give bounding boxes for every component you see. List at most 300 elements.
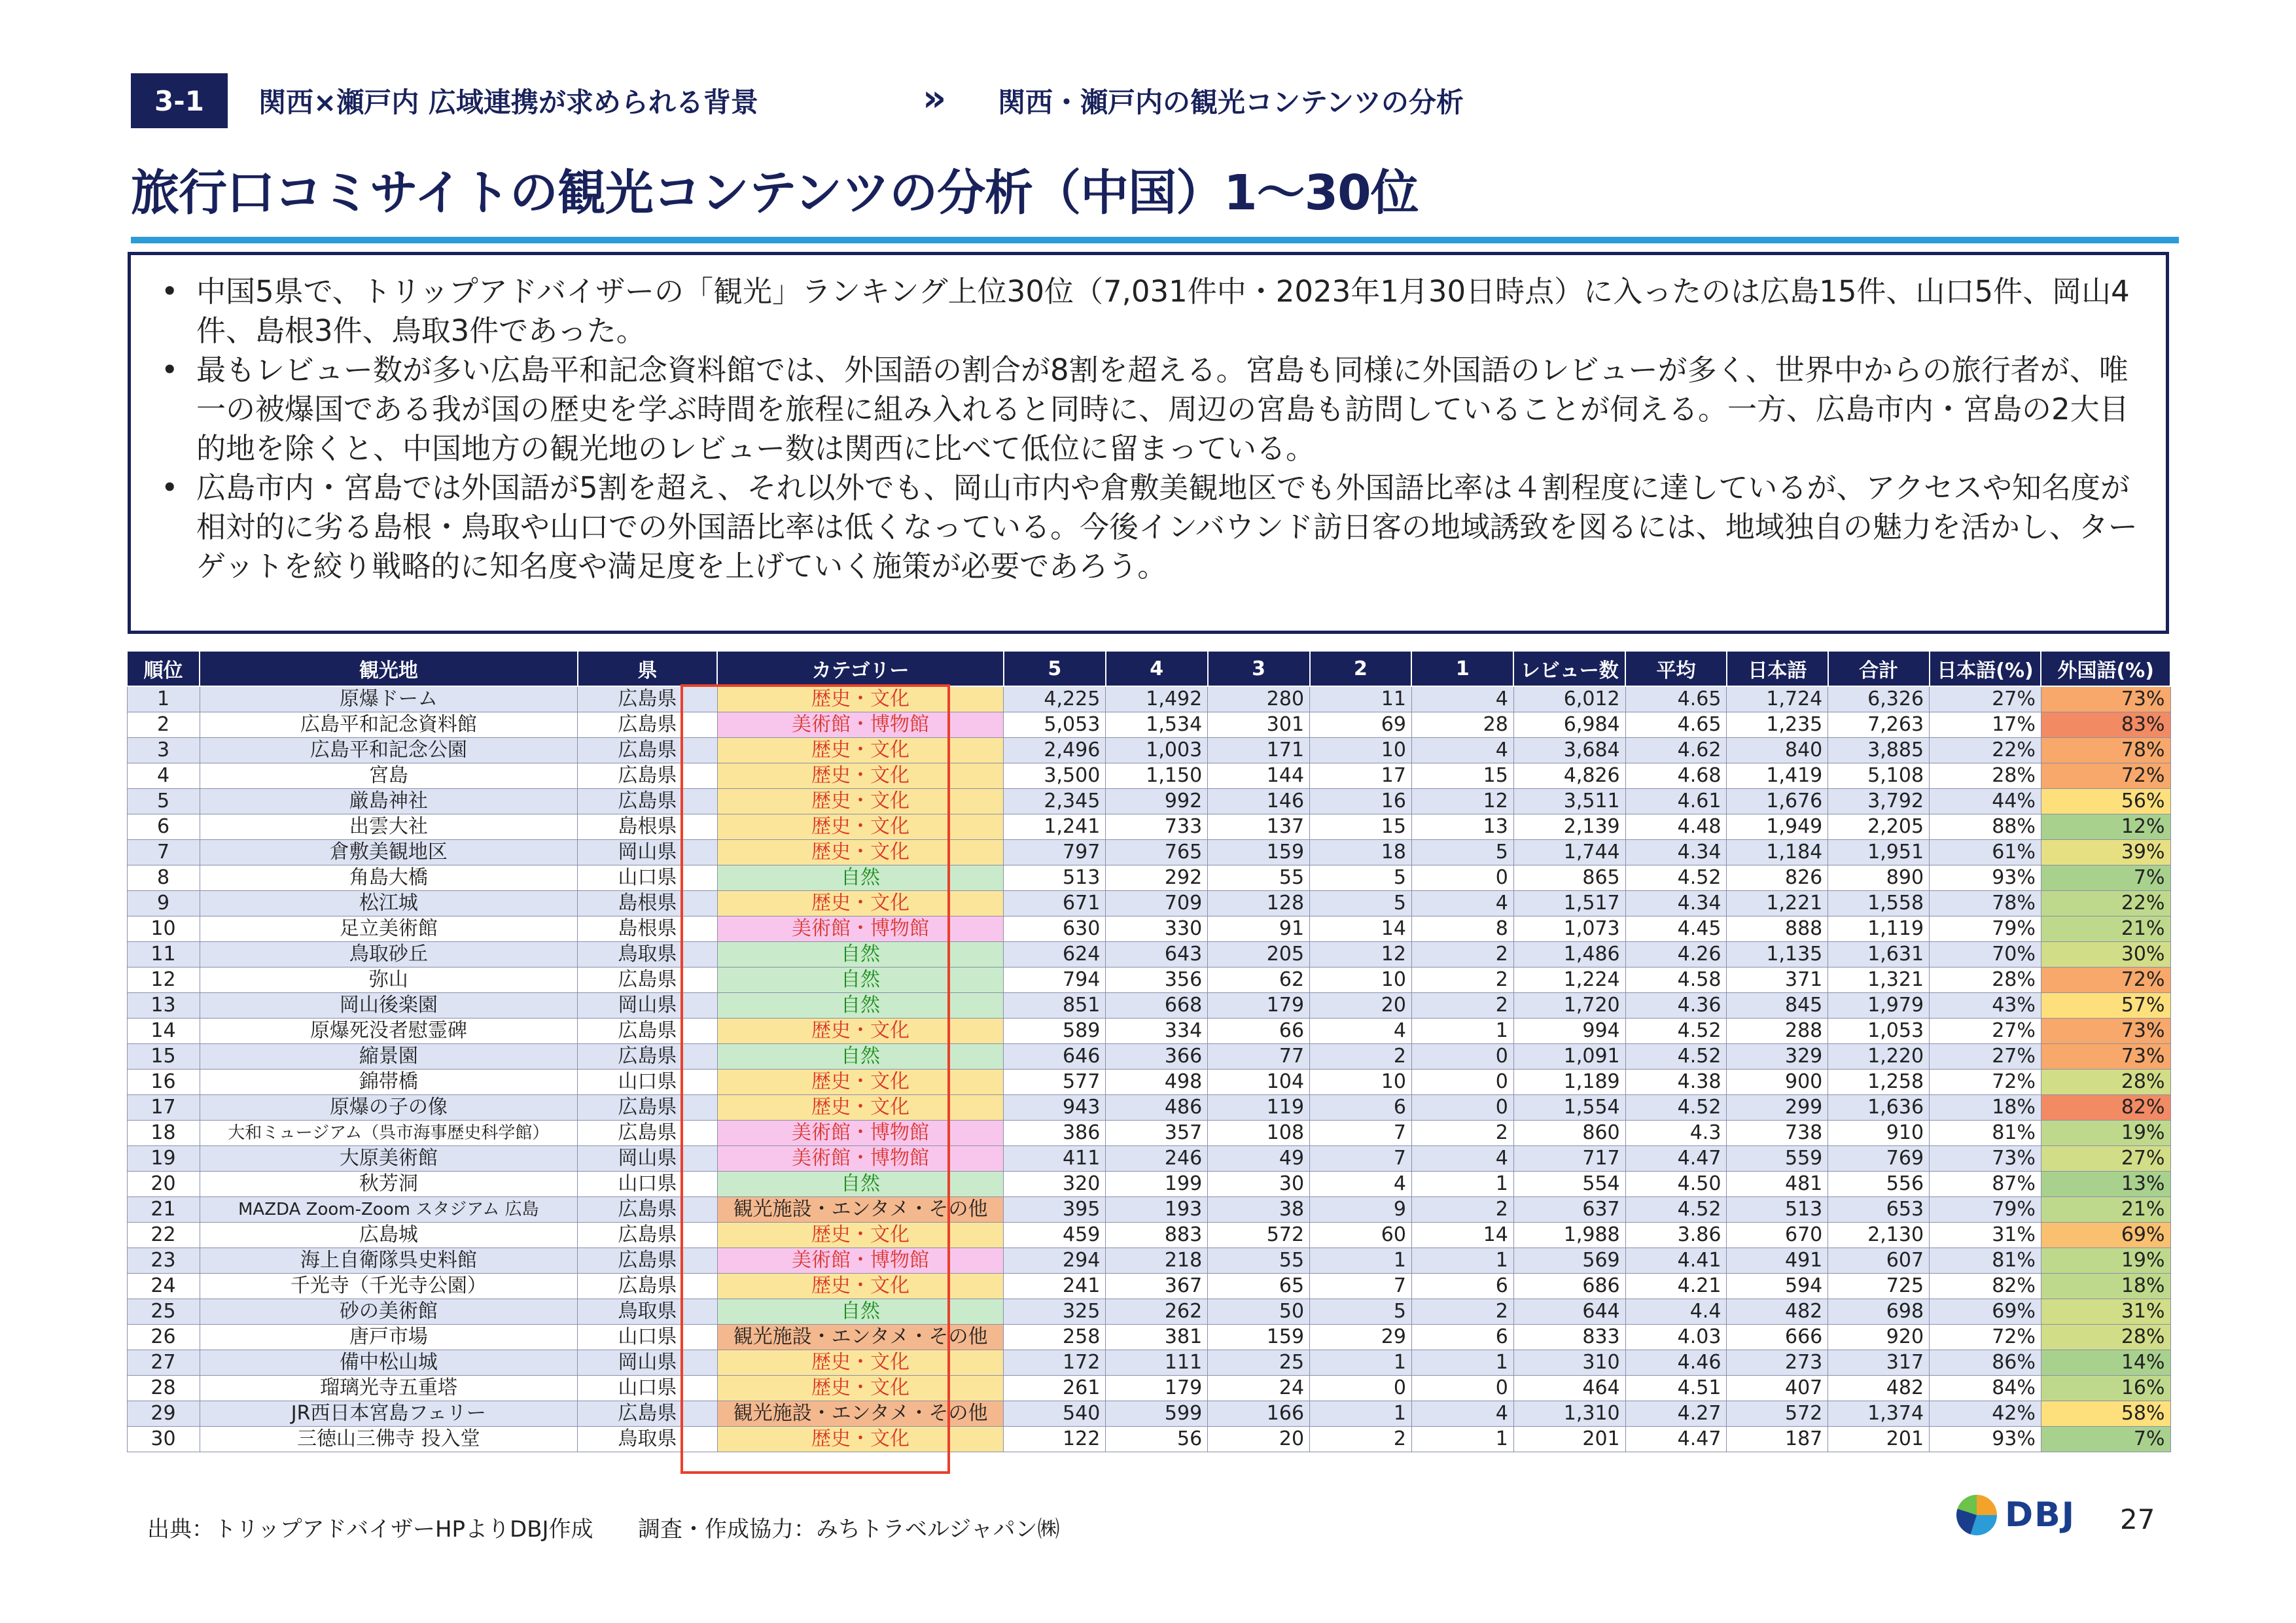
table-cell: 769 [1828, 1146, 1930, 1172]
table-header-cell: 日本語 [1727, 651, 1828, 686]
table-cell: 179 [1106, 1376, 1208, 1401]
spot-name-cell: 岡山後楽園 [200, 993, 578, 1019]
table-cell: 4.27 [1625, 1401, 1727, 1427]
table-cell: 88% [1930, 814, 2041, 840]
table-cell: 144 [1208, 763, 1310, 789]
foreign-ratio-cell: 78% [2041, 738, 2170, 763]
table-cell: 4.26 [1625, 942, 1727, 968]
table-row [127, 1070, 2170, 1095]
table-header-cell: 外国語(%) [2041, 651, 2170, 686]
table-cell: 69% [1930, 1299, 2041, 1325]
prefecture-cell: 島根県 [578, 891, 718, 916]
table-cell: 1,951 [1828, 840, 1930, 865]
rank-cell: 20 [127, 1172, 200, 1197]
table-cell: 624 [1004, 942, 1106, 968]
table-cell: 860 [1513, 1121, 1625, 1146]
chevron-right-icon: » [923, 77, 947, 120]
category-cell: 自然 [717, 865, 1004, 891]
table-cell: 159 [1208, 1325, 1310, 1350]
prefecture-cell: 広島県 [578, 968, 718, 993]
table-cell: 1 [1411, 1427, 1513, 1452]
table-cell: 10 [1310, 968, 1412, 993]
table-cell: 6,012 [1513, 686, 1625, 712]
table-cell: 1,949 [1727, 814, 1828, 840]
table-cell: 1,988 [1513, 1223, 1625, 1248]
table-cell: 411 [1004, 1146, 1106, 1172]
foreign-ratio-cell: 21% [2041, 1197, 2170, 1223]
table-cell: 4 [1411, 738, 1513, 763]
prefecture-cell: 山口県 [578, 865, 718, 891]
table-cell: 3,792 [1828, 789, 1930, 814]
table-cell: 4.52 [1625, 865, 1727, 891]
table-header-cell: 日本語(%) [1930, 651, 2041, 686]
table-cell: 572 [1727, 1401, 1828, 1427]
table-cell: 73% [1930, 1146, 2041, 1172]
foreign-ratio-cell: 18% [2041, 1274, 2170, 1299]
category-cell: 歴史・文化 [717, 814, 1004, 840]
table-cell: 3,511 [1513, 789, 1625, 814]
table-cell: 5,108 [1828, 763, 1930, 789]
table-cell: 30 [1208, 1172, 1310, 1197]
table-cell: 2 [1411, 1299, 1513, 1325]
table-cell: 38 [1208, 1197, 1310, 1223]
table-cell: 7 [1310, 1146, 1412, 1172]
prefecture-cell: 岡山県 [578, 993, 718, 1019]
table-cell: 5,053 [1004, 712, 1106, 738]
table-cell: 572 [1208, 1223, 1310, 1248]
prefecture-cell: 岡山県 [578, 1146, 718, 1172]
table-cell: 201 [1828, 1427, 1930, 1452]
table-cell: 1,486 [1513, 942, 1625, 968]
table-cell: 146 [1208, 789, 1310, 814]
spot-name-cell: 海上自衛隊呉史料館 [200, 1248, 578, 1274]
table-cell: 27% [1930, 686, 2041, 712]
table-cell: 481 [1727, 1172, 1828, 1197]
dbj-logo-icon [1956, 1495, 1997, 1535]
table-header-cell: 2 [1310, 651, 1412, 686]
table-cell: 851 [1004, 993, 1106, 1019]
table-cell: 299 [1727, 1095, 1828, 1121]
table-cell: 1 [1310, 1248, 1412, 1274]
table-cell: 698 [1828, 1299, 1930, 1325]
table-cell: 6 [1411, 1274, 1513, 1299]
spot-name-cell: 千光寺（千光寺公園） [200, 1274, 578, 1299]
table-cell: 7,263 [1828, 712, 1930, 738]
table-cell: 4.4 [1625, 1299, 1727, 1325]
table-cell: 1,119 [1828, 916, 1930, 942]
table-cell: 93% [1930, 865, 2041, 891]
subsection-title: 関西・瀬戸内の観光コンテンツの分析 [998, 86, 1464, 118]
spot-name-cell: 鳥取砂丘 [200, 942, 578, 968]
rank-cell: 8 [127, 865, 200, 891]
prefecture-cell: 広島県 [578, 686, 718, 712]
table-header-cell: 5 [1004, 651, 1106, 686]
table-header-cell: 4 [1106, 651, 1208, 686]
table-row [127, 1146, 2170, 1172]
table-cell: 1,631 [1828, 942, 1930, 968]
table-row [127, 1325, 2170, 1350]
rank-cell: 24 [127, 1274, 200, 1299]
table-header-cell: 観光地 [200, 651, 578, 686]
table-cell: 1,310 [1513, 1401, 1625, 1427]
table-row [127, 1274, 2170, 1299]
spot-name-cell: 原爆の子の像 [200, 1095, 578, 1121]
table-cell: 28% [1930, 763, 2041, 789]
category-cell: 歴史・文化 [717, 1223, 1004, 1248]
table-cell: 27% [1930, 1044, 2041, 1070]
table-row [127, 865, 2170, 891]
foreign-ratio-cell: 30% [2041, 942, 2170, 968]
table-cell: 0 [1411, 1376, 1513, 1401]
rank-cell: 6 [127, 814, 200, 840]
rank-cell: 23 [127, 1248, 200, 1274]
table-cell: 4 [1411, 891, 1513, 916]
table-cell: 6,326 [1828, 686, 1930, 712]
table-cell: 2,205 [1828, 814, 1930, 840]
category-cell: 美術館・博物館 [717, 1248, 1004, 1274]
table-cell: 491 [1727, 1248, 1828, 1274]
prefecture-cell: 鳥取県 [578, 1299, 718, 1325]
table-cell: 86% [1930, 1350, 2041, 1376]
rank-cell: 14 [127, 1019, 200, 1044]
table-cell: 5 [1310, 1299, 1412, 1325]
category-cell: 歴史・文化 [717, 891, 1004, 916]
prefecture-cell: 広島県 [578, 1223, 718, 1248]
category-cell: 自然 [717, 968, 1004, 993]
table-row [127, 814, 2170, 840]
table-cell: 994 [1513, 1019, 1625, 1044]
table-cell: 0 [1411, 1070, 1513, 1095]
table-cell: 42% [1930, 1401, 2041, 1427]
table-cell: 840 [1727, 738, 1828, 763]
table-cell: 3.86 [1625, 1223, 1727, 1248]
table-cell: 81% [1930, 1248, 2041, 1274]
table-cell: 6 [1411, 1325, 1513, 1350]
table-cell: 1,053 [1828, 1019, 1930, 1044]
table-cell: 1 [1411, 1350, 1513, 1376]
table-cell: 31% [1930, 1223, 2041, 1248]
table-cell: 15 [1310, 814, 1412, 840]
table-cell: 607 [1828, 1248, 1930, 1274]
table-cell: 7 [1310, 1274, 1412, 1299]
table-cell: 4 [1310, 1019, 1412, 1044]
table-row [127, 1427, 2170, 1452]
table-cell: 1,724 [1727, 686, 1828, 712]
foreign-ratio-cell: 28% [2041, 1325, 2170, 1350]
category-cell: 歴史・文化 [717, 1427, 1004, 1452]
table-cell: 4.45 [1625, 916, 1727, 942]
table-cell: 28 [1411, 712, 1513, 738]
prefecture-cell: 広島県 [578, 1401, 718, 1427]
spot-name-cell: 倉敷美観地区 [200, 840, 578, 865]
spot-name-cell: 秋芳洞 [200, 1172, 578, 1197]
table-cell: 218 [1106, 1248, 1208, 1274]
page-title: 旅行口コミサイトの観光コンテンツの分析（中国）1～30位 [131, 165, 1419, 221]
table-cell: 199 [1106, 1172, 1208, 1197]
table-cell: 357 [1106, 1121, 1208, 1146]
table-cell: 108 [1208, 1121, 1310, 1146]
table-cell: 4.34 [1625, 840, 1727, 865]
table-cell: 371 [1727, 968, 1828, 993]
table-cell: 4.34 [1625, 891, 1727, 916]
table-cell: 25 [1208, 1350, 1310, 1376]
table-row [127, 968, 2170, 993]
table-cell: 4.46 [1625, 1350, 1727, 1376]
spot-name-cell: 弥山 [200, 968, 578, 993]
table-cell: 3,500 [1004, 763, 1106, 789]
foreign-ratio-cell: 7% [2041, 865, 2170, 891]
table-cell: 1 [1411, 1019, 1513, 1044]
table-cell: 1,374 [1828, 1401, 1930, 1427]
table-cell: 709 [1106, 891, 1208, 916]
rank-cell: 7 [127, 840, 200, 865]
table-cell: 20 [1310, 993, 1412, 1019]
table-cell: 2 [1411, 968, 1513, 993]
rank-cell: 30 [127, 1427, 200, 1452]
prefecture-cell: 広島県 [578, 1121, 718, 1146]
table-row [127, 1223, 2170, 1248]
prefecture-cell: 山口県 [578, 1172, 718, 1197]
spot-name-cell: 大和ミュージアム（呉市海事歴史科学館） [200, 1121, 578, 1146]
table-cell: 4.52 [1625, 1197, 1727, 1223]
table-cell: 459 [1004, 1223, 1106, 1248]
table-cell: 3,684 [1513, 738, 1625, 763]
table-cell: 637 [1513, 1197, 1625, 1223]
rank-cell: 22 [127, 1223, 200, 1248]
table-cell: 2,345 [1004, 789, 1106, 814]
table-cell: 4.03 [1625, 1325, 1727, 1350]
table-cell: 24 [1208, 1376, 1310, 1401]
rank-cell: 27 [127, 1350, 200, 1376]
table-cell: 2 [1411, 942, 1513, 968]
table-cell: 717 [1513, 1146, 1625, 1172]
category-cell: 歴史・文化 [717, 738, 1004, 763]
table-cell: 366 [1106, 1044, 1208, 1070]
rank-cell: 10 [127, 916, 200, 942]
table-cell: 187 [1727, 1427, 1828, 1452]
table-cell: 367 [1106, 1274, 1208, 1299]
table-cell: 738 [1727, 1121, 1828, 1146]
table-row [127, 942, 2170, 968]
table-cell: 104 [1208, 1070, 1310, 1095]
table-cell: 395 [1004, 1197, 1106, 1223]
table-cell: 1,979 [1828, 993, 1930, 1019]
table-cell: 61% [1930, 840, 2041, 865]
table-cell: 1 [1310, 1401, 1412, 1427]
table-cell: 1 [1411, 1172, 1513, 1197]
rank-cell: 13 [127, 993, 200, 1019]
table-cell: 666 [1727, 1325, 1828, 1350]
prefecture-cell: 岡山県 [578, 840, 718, 865]
table-cell: 668 [1106, 993, 1208, 1019]
category-cell: 歴史・文化 [717, 1350, 1004, 1376]
table-cell: 193 [1106, 1197, 1208, 1223]
collaboration-note: 調査・作成協力：みちトラベルジャパン㈱ [638, 1516, 1060, 1543]
spot-name-cell: JR西日本宮島フェリー [200, 1401, 578, 1427]
table-cell: 10 [1310, 738, 1412, 763]
table-cell: 29 [1310, 1325, 1412, 1350]
table-header-row [127, 651, 2170, 686]
table-cell: 17 [1310, 763, 1412, 789]
summary-box [128, 252, 2169, 634]
table-cell: 179 [1208, 993, 1310, 1019]
table-cell: 943 [1004, 1095, 1106, 1121]
summary-bullet-1: • 中国5県で、トリップアドバイザーの「観光」ランキング上位30位（7,031件中・2023年1月30日時点）に入ったのは広島15件、山口5件、岡山4件、島根3件、鳥取3件であった。 [150, 272, 2140, 351]
table-row [127, 993, 2170, 1019]
table-cell: 55 [1208, 1248, 1310, 1274]
table-cell: 65 [1208, 1274, 1310, 1299]
foreign-ratio-cell: 58% [2041, 1401, 2170, 1427]
table-cell: 4.48 [1625, 814, 1727, 840]
table-cell: 0 [1411, 1044, 1513, 1070]
table-cell: 122 [1004, 1427, 1106, 1452]
table-cell: 883 [1106, 1223, 1208, 1248]
table-cell: 1 [1310, 1350, 1412, 1376]
table-cell: 670 [1727, 1223, 1828, 1248]
table-cell: 2 [1411, 993, 1513, 1019]
prefecture-cell: 広島県 [578, 738, 718, 763]
spot-name-cell: 松江城 [200, 891, 578, 916]
table-cell: 12 [1310, 942, 1412, 968]
table-cell: 72% [1930, 1325, 2041, 1350]
table-cell: 643 [1106, 942, 1208, 968]
foreign-ratio-cell: 39% [2041, 840, 2170, 865]
spot-name-cell: 広島城 [200, 1223, 578, 1248]
table-cell: 12 [1411, 789, 1513, 814]
foreign-ratio-cell: 21% [2041, 916, 2170, 942]
table-cell: 0 [1310, 1376, 1412, 1401]
table-cell: 5 [1310, 891, 1412, 916]
table-cell: 137 [1208, 814, 1310, 840]
table-cell: 128 [1208, 891, 1310, 916]
table-cell: 4.47 [1625, 1427, 1727, 1452]
table-cell: 50 [1208, 1299, 1310, 1325]
foreign-ratio-cell: 69% [2041, 1223, 2170, 1248]
table-cell: 4.52 [1625, 1095, 1727, 1121]
rank-cell: 5 [127, 789, 200, 814]
table-cell: 1,534 [1106, 712, 1208, 738]
table-cell: 273 [1727, 1350, 1828, 1376]
category-cell: 歴史・文化 [717, 1019, 1004, 1044]
foreign-ratio-cell: 19% [2041, 1248, 2170, 1274]
table-cell: 27% [1930, 1019, 2041, 1044]
table-cell: 15 [1411, 763, 1513, 789]
table-cell: 4.52 [1625, 1019, 1727, 1044]
table-cell: 386 [1004, 1121, 1106, 1146]
table-cell: 4.62 [1625, 738, 1727, 763]
spot-name-cell: 角島大橋 [200, 865, 578, 891]
table-cell: 733 [1106, 814, 1208, 840]
table-cell: 686 [1513, 1274, 1625, 1299]
rank-cell: 3 [127, 738, 200, 763]
table-cell: 6,984 [1513, 712, 1625, 738]
table-header-cell: 平均 [1625, 651, 1727, 686]
table-row [127, 1197, 2170, 1223]
table-cell: 4.65 [1625, 686, 1727, 712]
table-cell: 81% [1930, 1121, 2041, 1146]
foreign-ratio-cell: 19% [2041, 1121, 2170, 1146]
spot-name-cell: 縮景園 [200, 1044, 578, 1070]
table-cell: 49 [1208, 1146, 1310, 1172]
table-row [127, 840, 2170, 865]
table-cell: 7 [1310, 1121, 1412, 1146]
table-cell: 111 [1106, 1350, 1208, 1376]
table-cell: 1,258 [1828, 1070, 1930, 1095]
table-row [127, 1350, 2170, 1376]
table-cell: 72% [1930, 1070, 2041, 1095]
table-row [127, 1019, 2170, 1044]
rank-cell: 17 [127, 1095, 200, 1121]
table-cell: 2 [1310, 1044, 1412, 1070]
rank-cell: 26 [127, 1325, 200, 1350]
spot-name-cell: 瑠璃光寺五重塔 [200, 1376, 578, 1401]
rank-cell: 21 [127, 1197, 200, 1223]
table-cell: 1 [1411, 1248, 1513, 1274]
category-cell: 自然 [717, 1044, 1004, 1070]
table-cell: 4.68 [1625, 763, 1727, 789]
spot-name-cell: 備中松山城 [200, 1350, 578, 1376]
table-cell: 241 [1004, 1274, 1106, 1299]
table-cell: 330 [1106, 916, 1208, 942]
table-cell: 1,321 [1828, 968, 1930, 993]
table-cell: 765 [1106, 840, 1208, 865]
prefecture-cell: 広島県 [578, 763, 718, 789]
category-cell: 歴史・文化 [717, 763, 1004, 789]
table-cell: 166 [1208, 1401, 1310, 1427]
category-cell: 美術館・博物館 [717, 712, 1004, 738]
prefecture-cell: 鳥取県 [578, 1427, 718, 1452]
rank-cell: 15 [127, 1044, 200, 1070]
table-row [127, 763, 2170, 789]
table-cell: 159 [1208, 840, 1310, 865]
table-cell: 4.61 [1625, 789, 1727, 814]
rank-cell: 11 [127, 942, 200, 968]
table-cell: 920 [1828, 1325, 1930, 1350]
table-cell: 1,419 [1727, 763, 1828, 789]
table-cell: 288 [1727, 1019, 1828, 1044]
prefecture-cell: 山口県 [578, 1325, 718, 1350]
foreign-ratio-cell: 31% [2041, 1299, 2170, 1325]
prefecture-cell: 広島県 [578, 1248, 718, 1274]
table-cell: 890 [1828, 865, 1930, 891]
table-header-cell: 県 [578, 651, 718, 686]
table-row [127, 686, 2170, 712]
dbj-logo-text: DBJ [2005, 1495, 2076, 1535]
spot-name-cell: 出雲大社 [200, 814, 578, 840]
table-cell: 56 [1106, 1427, 1208, 1452]
table-cell: 292 [1106, 865, 1208, 891]
table-cell: 4.65 [1625, 712, 1727, 738]
spot-name-cell: 原爆ドーム [200, 686, 578, 712]
table-cell: 407 [1727, 1376, 1828, 1401]
category-cell: 歴史・文化 [717, 840, 1004, 865]
category-cell: 美術館・博物館 [717, 916, 1004, 942]
table-cell: 5 [1411, 840, 1513, 865]
table-cell: 2,139 [1513, 814, 1625, 840]
table-cell: 77 [1208, 1044, 1310, 1070]
table-cell: 334 [1106, 1019, 1208, 1044]
table-cell: 6 [1310, 1095, 1412, 1121]
table-cell: 1,636 [1828, 1095, 1930, 1121]
table-cell: 62 [1208, 968, 1310, 993]
rank-cell: 9 [127, 891, 200, 916]
prefecture-cell: 広島県 [578, 1019, 718, 1044]
section-title: 関西×瀬戸内 広域連携が求められる背景 [258, 86, 758, 118]
foreign-ratio-cell: 83% [2041, 712, 2170, 738]
table-cell: 172 [1004, 1350, 1106, 1376]
prefecture-cell: 広島県 [578, 712, 718, 738]
table-cell: 356 [1106, 968, 1208, 993]
